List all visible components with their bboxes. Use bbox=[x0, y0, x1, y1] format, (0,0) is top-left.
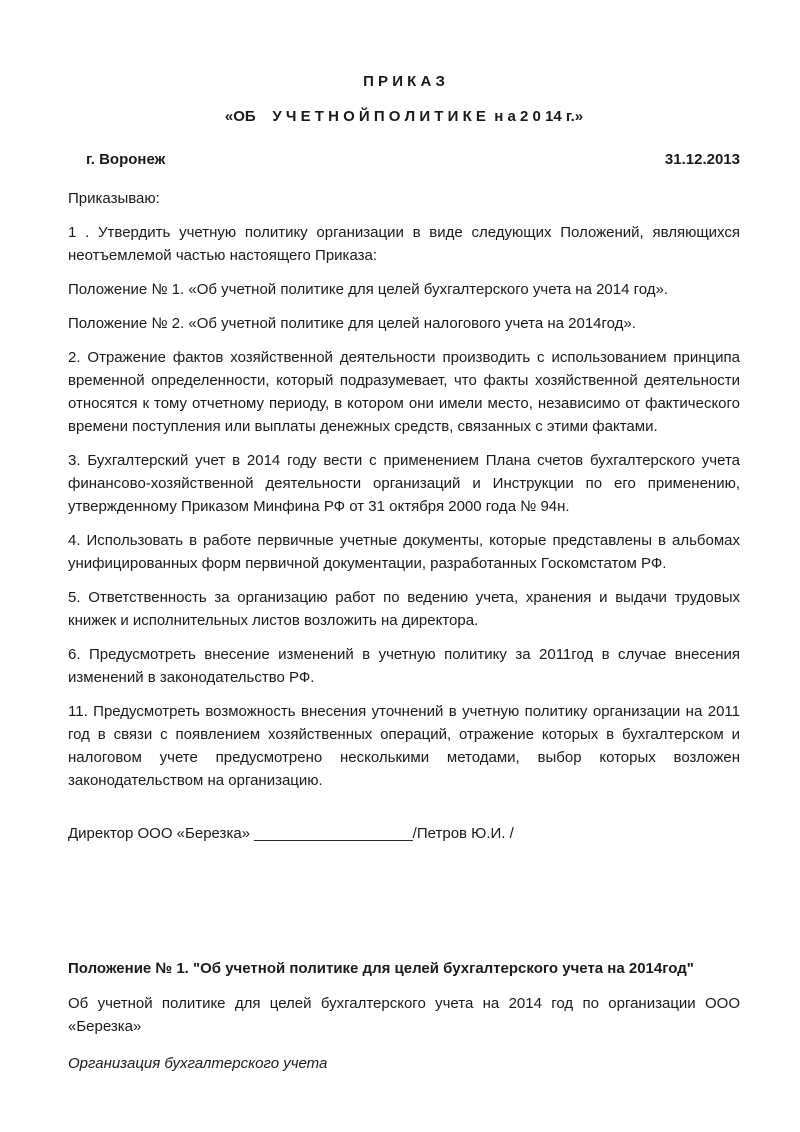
document-title: П Р И К А З bbox=[363, 73, 445, 90]
paragraph-5: 5. Ответственность за организацию работ по ведению учета, хранения и выдачи трудовых книжек и исполнительных листов возложить на директора. bbox=[68, 589, 740, 629]
paragraph-6: 6. Предусмотреть внесение изменений в учетную политику за 2011год в случае внесения изменений в законодательство РФ. bbox=[68, 646, 740, 686]
document-subtitle: «ОБ У Ч Е Т Н О Й П О Л И Т И К Е н а 2 0 14 г.» bbox=[224, 108, 584, 125]
intro-label: Приказываю: bbox=[68, 190, 160, 207]
city-label: г. Воронеж bbox=[86, 151, 166, 168]
paragraph-1: 1 . Утвердить учетную политику организации в виде следующих Положений, являющихся неотъемлемой частью настоящего Приказа: bbox=[68, 224, 740, 264]
section-heading: Положение № 1. "Об учетной политике для целей бухгалтерского учета на 2014год" bbox=[68, 960, 694, 977]
city-date-row bbox=[68, 148, 740, 171]
paragraph-polozhenie-2: Положение № 2. «Об учетной политике для целей налогового учета на 2014год». bbox=[68, 315, 636, 332]
signature-line: Директор ООО «Березка» ___________________/Петров Ю.И. / bbox=[68, 825, 514, 842]
section-paragraph: Об учетной политике для целей бухгалтерского учета на 2014 год по организации ООО «Березка» bbox=[68, 995, 740, 1035]
paragraph-4: 4. Использовать в работе первичные учетные документы, которые представлены в альбомах унифицированных форм первичной документации, разработанных Госкомстатом РФ. bbox=[68, 532, 740, 572]
paragraph-2: 2. Отражение фактов хозяйственной деятельности производить с использованием принципа временной определенности, который подразумевает, что факты хозяйственной деятельности относятся к тому отчетному периоду, в котором они имели место, независимо от фактического времени поступления или выплаты денежных средств, связанных с этими фактами. bbox=[68, 349, 740, 435]
section-subheading: Организация бухгалтерского учета bbox=[68, 1055, 328, 1072]
paragraph-polozhenie-1: Положение № 1. «Об учетной политике для целей бухгалтерского учета на 2014 год». bbox=[68, 281, 669, 298]
paragraph-11: 11. Предусмотреть возможность внесения уточнений в учетную политику организации на 2011 год в связи с появлением хозяйственных операций, отражение которых в бухгалтерском и налоговом учете предусмотрено несколькими методами, выбор которых возложен законодательством на организацию. bbox=[68, 703, 740, 789]
paragraph-3: 3. Бухгалтерский учет в 2014 году вести с применением Плана счетов бухгалтерского учета финансово-хозяйственной деятельности организаций и Инструкции по его применению, утвержденному Приказом Минфина РФ от 31 октября 2000 года № 94н. bbox=[68, 452, 740, 515]
date-label: 31.12.2013 bbox=[664, 151, 740, 168]
